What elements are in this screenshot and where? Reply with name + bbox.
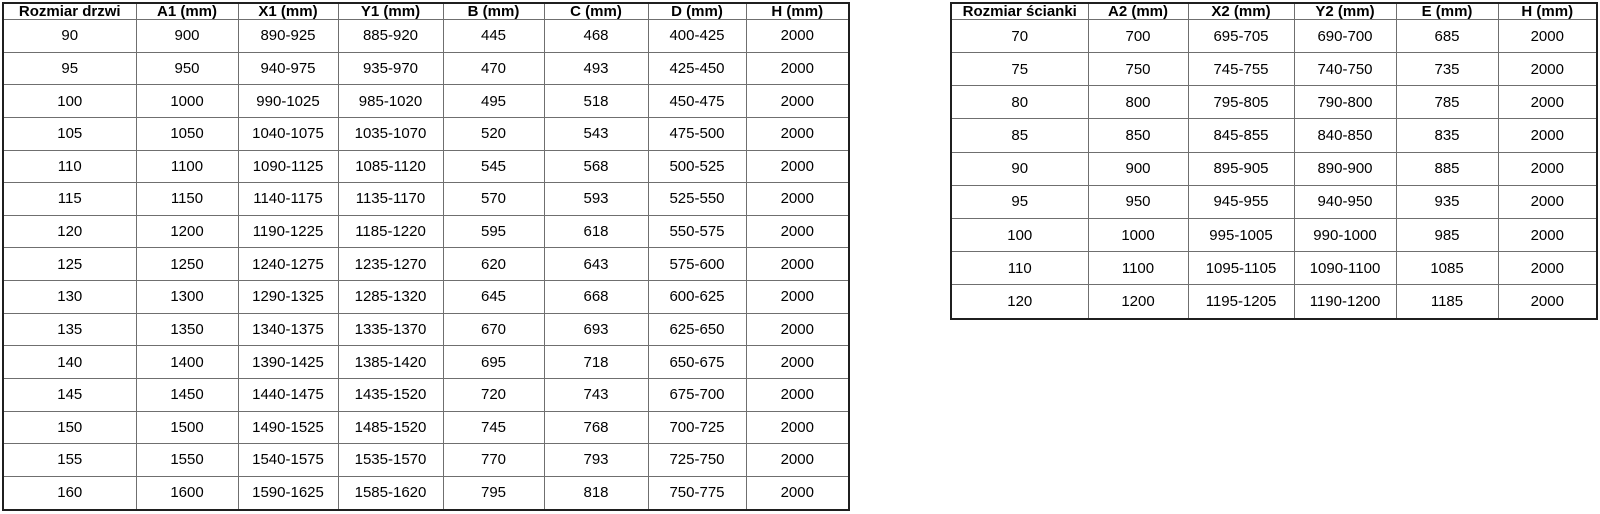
- table-cell: 990-1000: [1294, 218, 1396, 251]
- table-cell: 2000: [746, 411, 849, 444]
- table-cell: 850: [1088, 119, 1188, 152]
- column-header: Rozmiar ścianki: [951, 3, 1088, 20]
- table-cell: 1140-1175: [238, 183, 338, 216]
- table-cell: 2000: [1498, 86, 1597, 119]
- table-cell: 785: [1396, 86, 1498, 119]
- table-cell: 135: [3, 313, 136, 346]
- table-cell: 1390-1425: [238, 346, 338, 379]
- table-cell: 1095-1105: [1188, 252, 1294, 285]
- table-cell: 2000: [1498, 20, 1597, 53]
- table-cell: 940-950: [1294, 185, 1396, 218]
- table-cell: 890-900: [1294, 152, 1396, 185]
- table-cell: 550-575: [648, 215, 746, 248]
- table-cell: 1435-1520: [338, 378, 443, 411]
- walls-dimensions-table: [950, 2, 1598, 320]
- table-cell: 1135-1170: [338, 183, 443, 216]
- table-cell: 1190-1200: [1294, 285, 1396, 319]
- table-cell: 695: [443, 346, 544, 379]
- table-cell: 945-955: [1188, 185, 1294, 218]
- table-cell: 2000: [746, 85, 849, 118]
- table-row: [3, 248, 849, 281]
- column-header: Rozmiar drzwi: [3, 3, 136, 20]
- table-row: [3, 444, 849, 477]
- walls-table-body: [951, 20, 1597, 320]
- table-cell: 1485-1520: [338, 411, 443, 444]
- table-row: [951, 53, 1597, 86]
- doors-table-body: [3, 20, 849, 511]
- table-cell: 1200: [136, 215, 238, 248]
- table-cell: 70: [951, 20, 1088, 53]
- table-cell: 700-725: [648, 411, 746, 444]
- table-cell: 1240-1275: [238, 248, 338, 281]
- table-cell: 1085: [1396, 252, 1498, 285]
- table-cell: 670: [443, 313, 544, 346]
- doors-dimensions-table: [2, 2, 850, 511]
- table-cell: 2000: [746, 281, 849, 314]
- table-cell: 1350: [136, 313, 238, 346]
- table-cell: 495: [443, 85, 544, 118]
- table-cell: 1100: [136, 150, 238, 183]
- table-cell: 1000: [1088, 218, 1188, 251]
- table-cell: 160: [3, 476, 136, 510]
- table-cell: 743: [544, 378, 648, 411]
- table-cell: 95: [3, 52, 136, 85]
- table-cell: 2000: [746, 20, 849, 53]
- table-cell: 620: [443, 248, 544, 281]
- table-cell: 130: [3, 281, 136, 314]
- table-cell: 935-970: [338, 52, 443, 85]
- table-cell: 1085-1120: [338, 150, 443, 183]
- table-cell: 400-425: [648, 20, 746, 53]
- table-row: [3, 117, 849, 150]
- table-cell: 75: [951, 53, 1088, 86]
- table-cell: 1285-1320: [338, 281, 443, 314]
- table-cell: 2000: [1498, 53, 1597, 86]
- table-cell: 1400: [136, 346, 238, 379]
- table-cell: 115: [3, 183, 136, 216]
- table-cell: 650-675: [648, 346, 746, 379]
- table-cell: 2000: [746, 215, 849, 248]
- column-header: X2 (mm): [1188, 3, 1294, 20]
- table-cell: 90: [3, 20, 136, 53]
- table-cell: 2000: [746, 313, 849, 346]
- table-cell: 1290-1325: [238, 281, 338, 314]
- table-row: [951, 119, 1597, 152]
- table-row: [3, 20, 849, 53]
- table-cell: 1300: [136, 281, 238, 314]
- table-cell: 2000: [746, 476, 849, 510]
- table-cell: 818: [544, 476, 648, 510]
- table-cell: 1600: [136, 476, 238, 510]
- table-cell: 1190-1225: [238, 215, 338, 248]
- table-cell: 1195-1205: [1188, 285, 1294, 319]
- table-cell: 1385-1420: [338, 346, 443, 379]
- table-cell: 493: [544, 52, 648, 85]
- table-row: [3, 476, 849, 510]
- column-header: C (mm): [544, 3, 648, 20]
- table-cell: 885-920: [338, 20, 443, 53]
- table-cell: 790-800: [1294, 86, 1396, 119]
- table-row: [3, 150, 849, 183]
- column-header: Y1 (mm): [338, 3, 443, 20]
- column-header: A1 (mm): [136, 3, 238, 20]
- table-cell: 690-700: [1294, 20, 1396, 53]
- table-row: [951, 285, 1597, 319]
- table-cell: 740-750: [1294, 53, 1396, 86]
- table-row: [951, 218, 1597, 251]
- table-cell: 718: [544, 346, 648, 379]
- column-header: A2 (mm): [1088, 3, 1188, 20]
- walls-header-row: [951, 3, 1597, 20]
- table-cell: 593: [544, 183, 648, 216]
- table-cell: 1040-1075: [238, 117, 338, 150]
- table-cell: 2000: [1498, 285, 1597, 319]
- table-cell: 1090-1100: [1294, 252, 1396, 285]
- table-cell: 840-850: [1294, 119, 1396, 152]
- table-cell: 2000: [1498, 152, 1597, 185]
- table-cell: 155: [3, 444, 136, 477]
- table-cell: 100: [951, 218, 1088, 251]
- table-cell: 1235-1270: [338, 248, 443, 281]
- table-cell: 475-500: [648, 117, 746, 150]
- column-header: Y2 (mm): [1294, 3, 1396, 20]
- table-cell: 845-855: [1188, 119, 1294, 152]
- table-cell: 570: [443, 183, 544, 216]
- table-cell: 2000: [746, 248, 849, 281]
- table-cell: 990-1025: [238, 85, 338, 118]
- table-cell: 645: [443, 281, 544, 314]
- table-cell: 1250: [136, 248, 238, 281]
- table-cell: 518: [544, 85, 648, 118]
- table-row: [3, 183, 849, 216]
- table-cell: 795: [443, 476, 544, 510]
- table-cell: 720: [443, 378, 544, 411]
- table-cell: 90: [951, 152, 1088, 185]
- table-cell: 750-775: [648, 476, 746, 510]
- table-cell: 1000: [136, 85, 238, 118]
- table-cell: 1550: [136, 444, 238, 477]
- table-cell: 2000: [746, 117, 849, 150]
- table-cell: 900: [1088, 152, 1188, 185]
- column-header: H (mm): [746, 3, 849, 20]
- table-cell: 95: [951, 185, 1088, 218]
- table-cell: 600-625: [648, 281, 746, 314]
- table-cell: 700: [1088, 20, 1188, 53]
- table-cell: 575-600: [648, 248, 746, 281]
- table-cell: 900: [136, 20, 238, 53]
- table-cell: 1035-1070: [338, 117, 443, 150]
- table-cell: 770: [443, 444, 544, 477]
- table-row: [951, 86, 1597, 119]
- table-cell: 150: [3, 411, 136, 444]
- table-cell: 468: [544, 20, 648, 53]
- table-cell: 695-705: [1188, 20, 1294, 53]
- column-header: D (mm): [648, 3, 746, 20]
- table-cell: 105: [3, 117, 136, 150]
- table-cell: 2000: [746, 444, 849, 477]
- table-cell: 2000: [746, 378, 849, 411]
- table-cell: 793: [544, 444, 648, 477]
- table-cell: 425-450: [648, 52, 746, 85]
- table-cell: 85: [951, 119, 1088, 152]
- table-cell: 768: [544, 411, 648, 444]
- table-cell: 1590-1625: [238, 476, 338, 510]
- table-cell: 520: [443, 117, 544, 150]
- table-cell: 890-925: [238, 20, 338, 53]
- table-cell: 2000: [746, 183, 849, 216]
- table-cell: 725-750: [648, 444, 746, 477]
- column-header: X1 (mm): [238, 3, 338, 20]
- table-cell: 470: [443, 52, 544, 85]
- table-cell: 450-475: [648, 85, 746, 118]
- table-cell: 595: [443, 215, 544, 248]
- table-cell: 2000: [1498, 119, 1597, 152]
- table-cell: 80: [951, 86, 1088, 119]
- table-cell: 2000: [1498, 252, 1597, 285]
- table-cell: 625-650: [648, 313, 746, 346]
- table-cell: 745: [443, 411, 544, 444]
- table-cell: 1200: [1088, 285, 1188, 319]
- table-cell: 2000: [746, 150, 849, 183]
- table-cell: 2000: [1498, 185, 1597, 218]
- table-cell: 1335-1370: [338, 313, 443, 346]
- table-cell: 750: [1088, 53, 1188, 86]
- table-cell: 940-975: [238, 52, 338, 85]
- table-row: [3, 281, 849, 314]
- table-cell: 693: [544, 313, 648, 346]
- table-cell: 1585-1620: [338, 476, 443, 510]
- table-cell: 885: [1396, 152, 1498, 185]
- table-row: [3, 215, 849, 248]
- table-cell: 2000: [746, 346, 849, 379]
- table-cell: 1185: [1396, 285, 1498, 319]
- table-cell: 675-700: [648, 378, 746, 411]
- column-header: E (mm): [1396, 3, 1498, 20]
- table-cell: 140: [3, 346, 136, 379]
- table-cell: 2000: [746, 52, 849, 85]
- table-cell: 1050: [136, 117, 238, 150]
- table-row: [951, 20, 1597, 53]
- table-cell: 935: [1396, 185, 1498, 218]
- table-cell: 1440-1475: [238, 378, 338, 411]
- table-cell: 125: [3, 248, 136, 281]
- table-cell: 950: [1088, 185, 1188, 218]
- table-cell: 618: [544, 215, 648, 248]
- table-cell: 1185-1220: [338, 215, 443, 248]
- table-cell: 120: [951, 285, 1088, 319]
- table-cell: 1340-1375: [238, 313, 338, 346]
- table-cell: 735: [1396, 53, 1498, 86]
- table-cell: 543: [544, 117, 648, 150]
- table-cell: 1540-1575: [238, 444, 338, 477]
- table-row: [3, 85, 849, 118]
- table-cell: 1535-1570: [338, 444, 443, 477]
- column-header: H (mm): [1498, 3, 1597, 20]
- doors-header-row: [3, 3, 849, 20]
- table-row: [3, 313, 849, 346]
- table-cell: 568: [544, 150, 648, 183]
- table-cell: 950: [136, 52, 238, 85]
- table-cell: 835: [1396, 119, 1498, 152]
- table-cell: 985: [1396, 218, 1498, 251]
- column-header: B (mm): [443, 3, 544, 20]
- table-cell: 500-525: [648, 150, 746, 183]
- table-cell: 895-905: [1188, 152, 1294, 185]
- table-cell: 525-550: [648, 183, 746, 216]
- table-row: [3, 411, 849, 444]
- table-cell: 643: [544, 248, 648, 281]
- table-cell: 1450: [136, 378, 238, 411]
- table-cell: 685: [1396, 20, 1498, 53]
- table-cell: 145: [3, 378, 136, 411]
- doors-table-header: [3, 3, 849, 20]
- table-cell: 1090-1125: [238, 150, 338, 183]
- table-cell: 1100: [1088, 252, 1188, 285]
- table-cell: 110: [3, 150, 136, 183]
- table-cell: 985-1020: [338, 85, 443, 118]
- table-cell: 545: [443, 150, 544, 183]
- table-row: [3, 52, 849, 85]
- walls-table-header: [951, 3, 1597, 20]
- table-cell: 1490-1525: [238, 411, 338, 444]
- table-cell: 2000: [1498, 218, 1597, 251]
- table-row: [951, 185, 1597, 218]
- table-cell: 1150: [136, 183, 238, 216]
- table-cell: 445: [443, 20, 544, 53]
- table-row: [951, 252, 1597, 285]
- table-cell: 800: [1088, 86, 1188, 119]
- table-cell: 1500: [136, 411, 238, 444]
- table-cell: 120: [3, 215, 136, 248]
- table-row: [3, 378, 849, 411]
- table-cell: 668: [544, 281, 648, 314]
- table-cell: 995-1005: [1188, 218, 1294, 251]
- table-cell: 795-805: [1188, 86, 1294, 119]
- table-row: [3, 346, 849, 379]
- table-cell: 110: [951, 252, 1088, 285]
- table-cell: 745-755: [1188, 53, 1294, 86]
- table-cell: 100: [3, 85, 136, 118]
- table-row: [951, 152, 1597, 185]
